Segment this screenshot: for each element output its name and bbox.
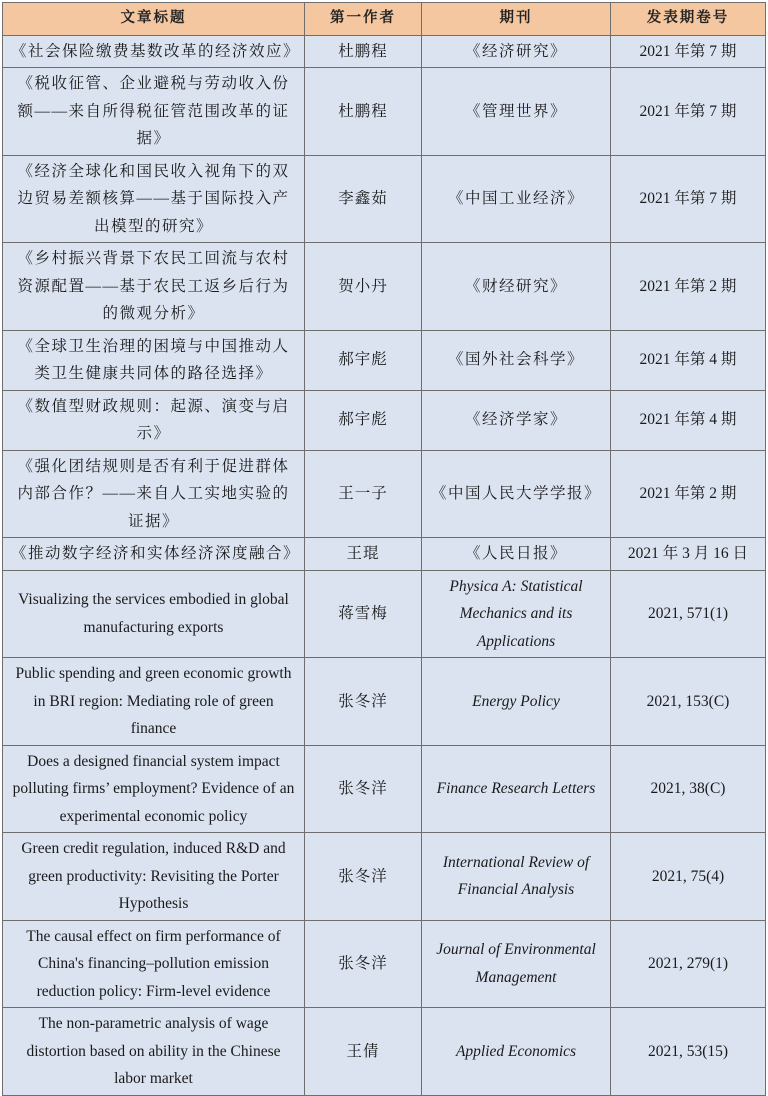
table-row — [3, 330, 766, 390]
article-title: 《全球卫生治理的困境与中国推动人类卫生健康共同体的路径选择》 — [3, 330, 305, 390]
first-author: 张冬洋 — [305, 745, 422, 833]
journal-name: 《中国工业经济》 — [422, 155, 611, 243]
first-author: 张冬洋 — [305, 658, 422, 746]
article-title: The causal effect on firm performance of China's financing–pollution emission reduction policy: Firm-level evidence — [3, 920, 305, 1008]
first-author: 王琨 — [305, 538, 422, 571]
table-row — [3, 35, 766, 68]
publications-table — [2, 2, 766, 1096]
article-title: The non-parametric analysis of wage distortion based on ability in the Chinese labor market — [3, 1008, 305, 1096]
header-row — [3, 3, 766, 36]
table-row — [3, 658, 766, 746]
journal-name: Applied Economics — [422, 1008, 611, 1096]
table-row — [3, 833, 766, 921]
table-row — [3, 745, 766, 833]
article-title: 《税收征管、企业避税与劳动收入份额——来自所得税征管范围改革的证据》 — [3, 68, 305, 156]
journal-name: 《经济学家》 — [422, 390, 611, 450]
first-author: 蒋雪梅 — [305, 570, 422, 658]
issue-info: 2021, 75(4) — [611, 833, 766, 921]
issue-info: 2021, 571(1) — [611, 570, 766, 658]
journal-name: 《经济研究》 — [422, 35, 611, 68]
journal-name: 《管理世界》 — [422, 68, 611, 156]
issue-info: 2021 年第 7 期 — [611, 68, 766, 156]
journal-name: 《财经研究》 — [422, 243, 611, 331]
journal-name: Journal of Environmental Management — [422, 920, 611, 1008]
journal-name: Finance Research Letters — [422, 745, 611, 833]
journal-name: Physica A: Statistical Mechanics and its Applications — [422, 570, 611, 658]
journal-name: 《中国人民大学学报》 — [422, 450, 611, 538]
article-title: Does a designed financial system impact polluting firms’ employment? Evidence of an experimental economic policy — [3, 745, 305, 833]
issue-info: 2021, 53(15) — [611, 1008, 766, 1096]
first-author: 郝宇彪 — [305, 330, 422, 390]
article-title: 《社会保险缴费基数改革的经济效应》 — [3, 35, 305, 68]
issue-info: 2021, 38(C) — [611, 745, 766, 833]
first-author: 李鑫茹 — [305, 155, 422, 243]
journal-name: Energy Policy — [422, 658, 611, 746]
table-row — [3, 538, 766, 571]
article-title: Green credit regulation, induced R&D and green productivity: Revisiting the Porter Hypothesis — [3, 833, 305, 921]
issue-info: 2021 年第 7 期 — [611, 35, 766, 68]
first-author: 王一子 — [305, 450, 422, 538]
journal-name: 《人民日报》 — [422, 538, 611, 571]
issue-info: 2021 年第 7 期 — [611, 155, 766, 243]
table-row — [3, 570, 766, 658]
first-author: 张冬洋 — [305, 920, 422, 1008]
first-author: 张冬洋 — [305, 833, 422, 921]
journal-name: 《国外社会科学》 — [422, 330, 611, 390]
article-title: Public spending and green economic growth in BRI region: Mediating role of green finance — [3, 658, 305, 746]
header-issue: 发表期卷号 — [611, 3, 766, 36]
table-row — [3, 450, 766, 538]
first-author: 杜鹏程 — [305, 35, 422, 68]
article-title: 《强化团结规则是否有利于促进群体内部合作？——来自人工实地实验的证据》 — [3, 450, 305, 538]
issue-info: 2021, 279(1) — [611, 920, 766, 1008]
article-title: 《数值型财政规则：起源、演变与启示》 — [3, 390, 305, 450]
table-row — [3, 1008, 766, 1096]
issue-info: 2021 年第 4 期 — [611, 330, 766, 390]
issue-info: 2021 年第 4 期 — [611, 390, 766, 450]
first-author: 贺小丹 — [305, 243, 422, 331]
header-author: 第一作者 — [305, 3, 422, 36]
table-row — [3, 155, 766, 243]
article-title: 《乡村振兴背景下农民工回流与农村资源配置——基于农民工返乡后行为的微观分析》 — [3, 243, 305, 331]
header-title: 文章标题 — [3, 3, 305, 36]
table-row — [3, 390, 766, 450]
first-author: 杜鹏程 — [305, 68, 422, 156]
issue-info: 2021 年第 2 期 — [611, 243, 766, 331]
table-row — [3, 243, 766, 331]
issue-info: 2021, 153(C) — [611, 658, 766, 746]
issue-info: 2021 年 3 月 16 日 — [611, 538, 766, 571]
article-title: 《经济全球化和国民收入视角下的双边贸易差额核算——基于国际投入产出模型的研究》 — [3, 155, 305, 243]
first-author: 王倩 — [305, 1008, 422, 1096]
issue-info: 2021 年第 2 期 — [611, 450, 766, 538]
article-title: 《推动数字经济和实体经济深度融合》 — [3, 538, 305, 571]
article-title: Visualizing the services embodied in global manufacturing exports — [3, 570, 305, 658]
table-row — [3, 68, 766, 156]
header-journal: 期刊 — [422, 3, 611, 36]
journal-name: International Review of Financial Analysis — [422, 833, 611, 921]
first-author: 郝宇彪 — [305, 390, 422, 450]
